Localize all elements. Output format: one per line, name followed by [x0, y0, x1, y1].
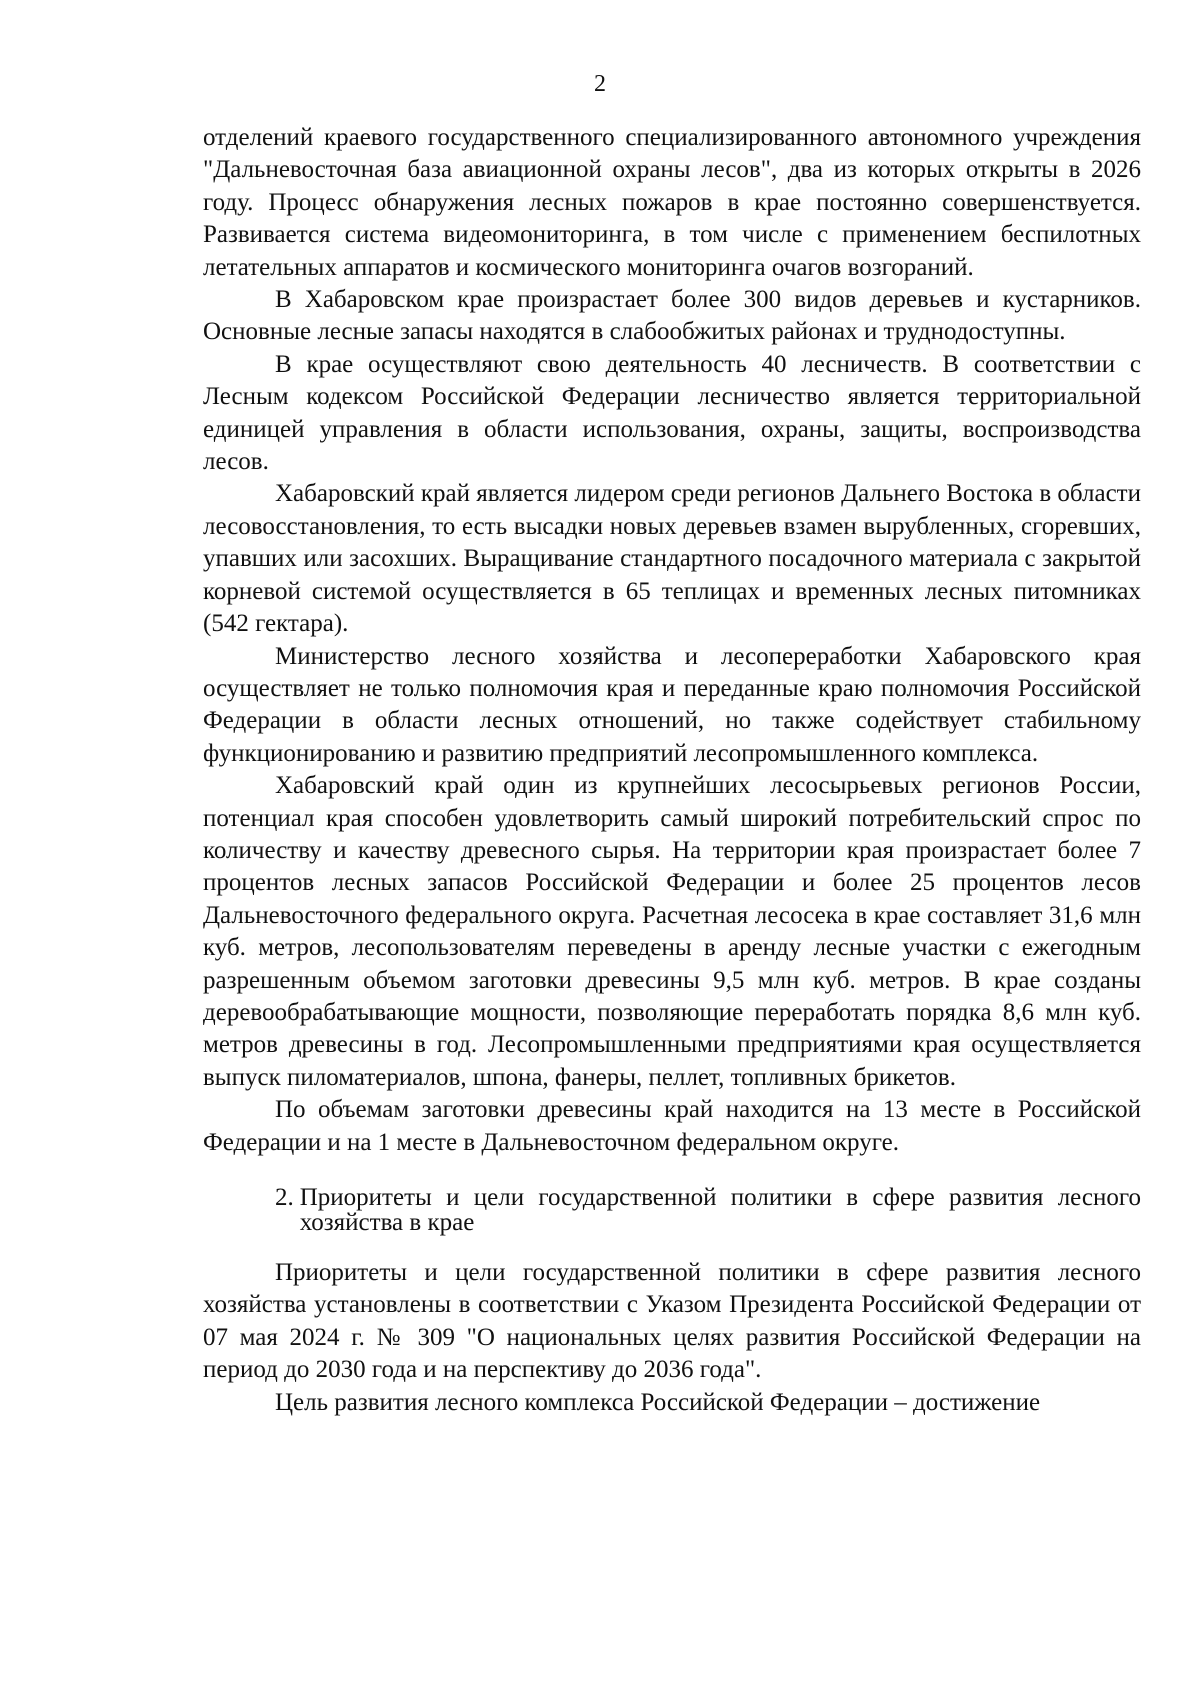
section-title: Приоритеты и цели государственной политики в сфере развития лесного хозяйства в крае — [299, 1184, 1141, 1236]
page-number: 2 — [594, 71, 606, 97]
document-body — [203, 122, 1141, 1419]
paragraph: Хабаровский край один из крупнейших лесосырьевых регионов России, потенциал края способен удовлетворить самый широкий потребительский спрос по количеству и качеству древесного сырья. На территории края произрастает более 7 процентов лесных запасов Российской Федерации и более 25 процентов лесов Дальневосточного федерального округа. Расчетная лесосека в крае составляет 31,6 млн куб. метров, лесопользователям переведены в аренду лесные участки с ежегодным разрешенным объемом заготовки древесины 9,5 млн куб. метров. В крае созданы деревообрабатывающие мощности, позволяющие переработать порядка 8,6 млн куб. метров древесины в год. Лесопромышленными предприятиями края осуществляется выпуск пиломатериалов, шпона, фанеры, пеллет, топливных брикетов. — [203, 772, 1141, 1091]
paragraph: В крае осуществляют свою деятельность 40 лесничеств. В соответствии с Лесным кодексом Российской Федерации лесничество является территориальной единицей управления в области использования, охраны, защиты, воспроизводства лесов. — [203, 350, 1141, 476]
paragraph: Министерство лесного хозяйства и лесопереработки Хабаровского края осуществляет не только полномочия края и переданные краю полномочия Российской Федерации в области лесных отношений, но также содействует стабильному функционированию и развитию предприятий лесопромышленного комплекса. — [203, 642, 1141, 767]
paragraph: В Хабаровском крае произрастает более 300 видов деревьев и кустарников. Основные лесные запасы находятся в слабообжитых районах и труднодоступны. — [203, 286, 1141, 346]
paragraph: Хабаровский край является лидером среди регионов Дальнего Востока в области лесовосстановления, то есть высадки новых деревьев взамен вырубленных, сгоревших, упавших или засохших. Выращивание стандартного посадочного материала с закрытой корневой системой осуществляется в 65 теплицах и временных лесных питомниках (542 гектара). — [203, 480, 1141, 638]
section-number: 2. — [275, 1184, 294, 1211]
paragraph: Цель развития лесного комплекса Российской Федерации – достижение — [275, 1388, 1041, 1416]
paragraph: отделений краевого государственного специализированного автономного учреждения "Дальневосточная база авиационной охраны лесов", два из которых открыты в 2026 году. Процесс обнаружения лесных пожаров в крае постоянно совершенствуется. Развивается система видеомониторинга, в том числе с применением беспилотных летательных аппаратов и космического мониторинга очагов возгораний. — [203, 124, 1141, 281]
paragraph: По объемам заготовки древесины край находится на 13 месте в Российской Федерации и на 1 месте в Дальневосточном федеральном округе. — [203, 1096, 1141, 1156]
paragraph: Приоритеты и цели государственной политики в сфере развития лесного хозяйства установлены в соответствии с Указом Президента Российской Федерации от 07 мая 2024 г. № 309 "О национальных целях развития Российской Федерации на период до 2030 года и на перспективу до 2036 года". — [203, 1259, 1141, 1384]
section-heading — [203, 1185, 1141, 1235]
